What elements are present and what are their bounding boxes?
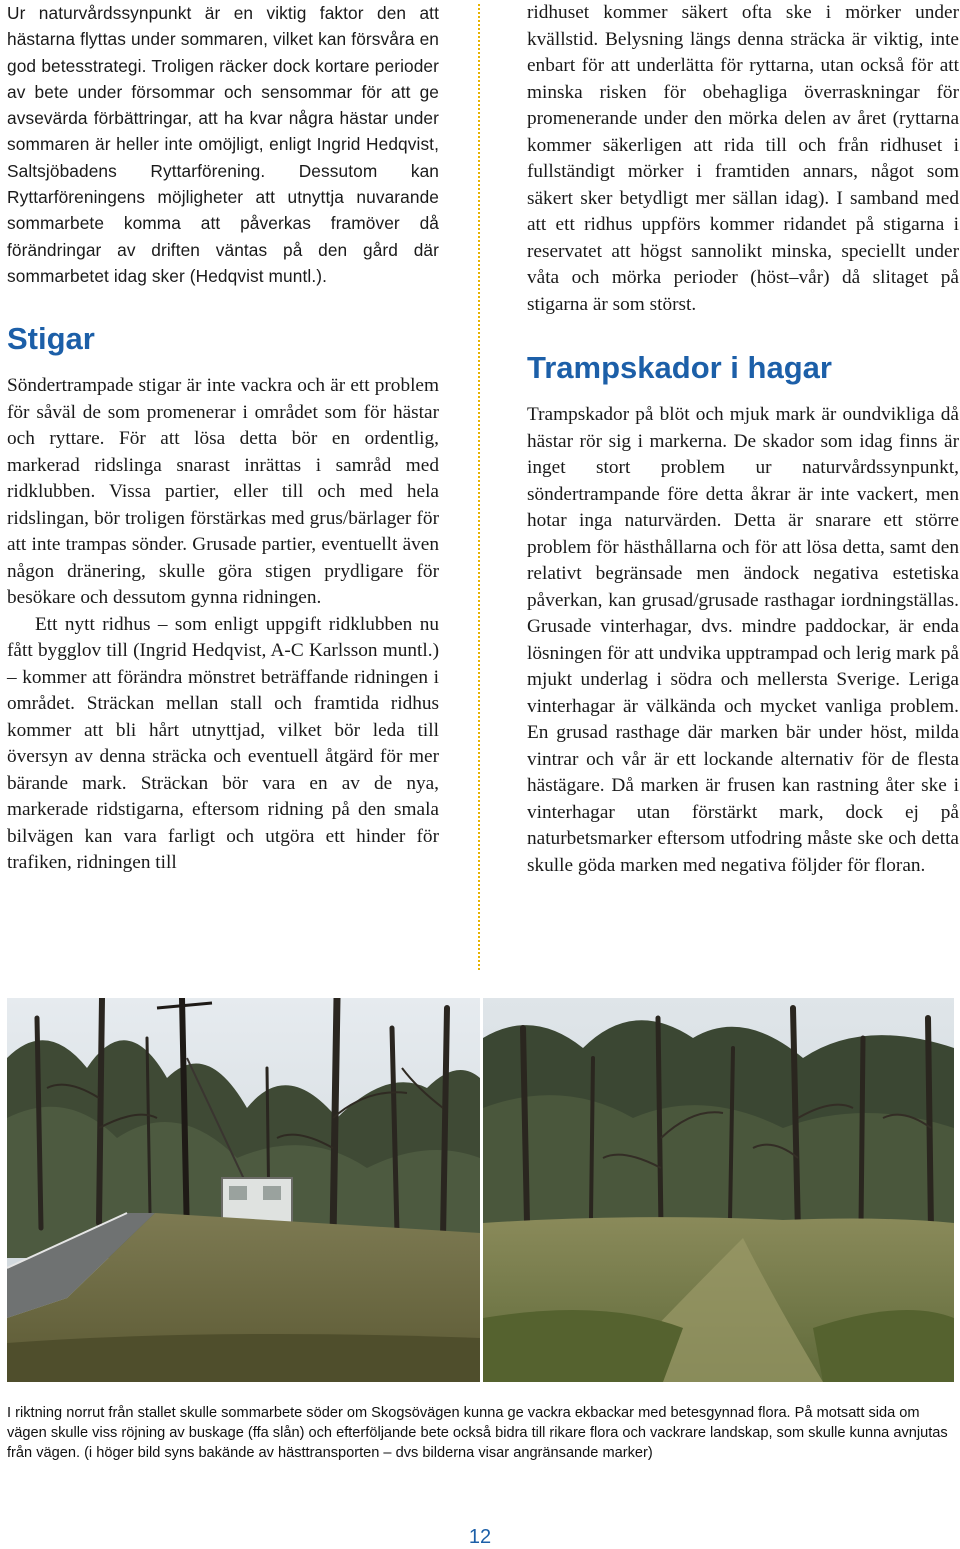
intro-paragraph: Ur naturvårdssynpunkt är en viktig faktor den att hästarna flyttas under sommaren, vilket kan försvåra en god betesstrategi. Troligen räcker dock kortare perioder av bete under försommar och sensommar för att ge avsevärda förbättringar, att ha kvar några hästar under sommaren är heller inte omöjligt, enligt Ingrid Hedqvist, Saltsjöbadens Ryttarförening. Dessutom kan Ryttarföreningens möjligheter att utnyttja nuvarande sommarbete komma att påverkas framöver då förändringar av driften väntas på den gård där sommarbetet idag sker (Hedqvist muntl.). bbox=[7, 3, 439, 286]
column-divider bbox=[478, 4, 480, 970]
section-heading-stigar: Stigar bbox=[7, 321, 95, 357]
right-column bbox=[527, 0, 959, 879]
section-heading-trampskador: Trampskador i hagar bbox=[527, 350, 832, 385]
photo-caption: I riktning norrut från stallet skulle sommarbete söder om Skogsövägen kunna ge vackra ekbackar med betesgynnad flora. På motsatt sida om vägen skulle viss röjning av buskage (ffa slån) och efterföljande bete också bidra till rikare flora och vackrare landskap, som skulle kunna avnjutas från vägen. (i höger bild syns bakände av hästtransporten – dvs bilderna visar angränsande marker) bbox=[7, 1405, 948, 1461]
left-column bbox=[7, 0, 439, 877]
page-number: 12 bbox=[468, 1526, 492, 1548]
meadow-forest-photo bbox=[483, 998, 954, 1382]
stigar-paragraph-2: Ett nytt ridhus – som enligt uppgift ridklubben nu fått bygglov till (Ingrid Hedqvist, A-C Karlsson muntl.) – kommer att förändra mönstret beträffande ridningen i området. Sträckan mellan stall och framtida ridhus kommer att bli hårt utnyttjad, vilket bör leda till översyn av denna sträcka och eventuell åtgärd för mer bärande mark. Sträckan bör vara en av de nya, markerade ridstigarna, eftersom ridning på den smala bilvägen kan vara farligt och utgöra ett hinder för trafiken, ridningen till bbox=[7, 613, 439, 874]
road-forest-photo bbox=[7, 998, 480, 1382]
trampskador-paragraph: Trampskador på blöt och mjuk mark är oundvikliga då hästar rör sig i markerna. De skador som idag finns är inget stort problem ur naturvårdssynpunkt, söndertrampande före detta åkrar är inte vackert, men hotar inga naturvärden. Detta är snarare ett större problem för hästhållarna och för att lösa detta, samt den relativt begränsade men ändock negativa estetiska påverkan, kan grusad/grusade rasthagar iordningställas. Grusade vinterhagar, dvs. mindre paddockar, är enda lösningen för att undvika upptrampad och lerig mark på mjukt underlag i södra och mellersta Sverige. Leriga vinterhagar är välkända och mycket vanliga problem. En grusad rasthage där marken bär under höst, milda vintrar och vår är ett lockande alternativ för de flesta hästägare. Då marken är frusen kan rastning åter ske i vinterhagar utan förstärkt mark, dock ej på naturbetsmarker eftersom utfodring måste ske och detta skulle göda marken med negativa följder för floran. bbox=[527, 404, 959, 876]
stigar-paragraph-1: Söndertrampade stigar är inte vackra och är ett problem för såväl de som promenerar i området som för hästar och ryttare. För att lösa detta bör en ordentlig, markerad ridslinga snarast inrättas i samråd med ridklubben. Vissa partier, eller till och med hela ridslingan, bör troligen förstärkas med grus/bärlager för att inte trampas sönder. Grusade partier, eventuellt även någon dränering, skulle göra stigen prydligare för besökare och dessutom gynna ridningen. bbox=[7, 375, 439, 609]
continuation-paragraph: ridhuset kommer säkert ofta ske i mörker under kvällstid. Belysning längs denna sträcka är viktig, inte enbart för att underlätta för ryttarna, utan också för att minska risken för obehagliga överraskningar för promenerande under den mörka delen av året (ryttarna kommer säkerligen att rida till och från ridhuset i fullständigt mörker i framtiden annars, något som säkert sker betydligt mer sällan idag). I samband med att ett ridhus uppförs kommer ridandet på stigarna i reservatet att högst sannolikt minska, speciellt under våta och mörka perioder (höst–vår) då slitaget på stigarna är som störst. bbox=[527, 2, 959, 315]
